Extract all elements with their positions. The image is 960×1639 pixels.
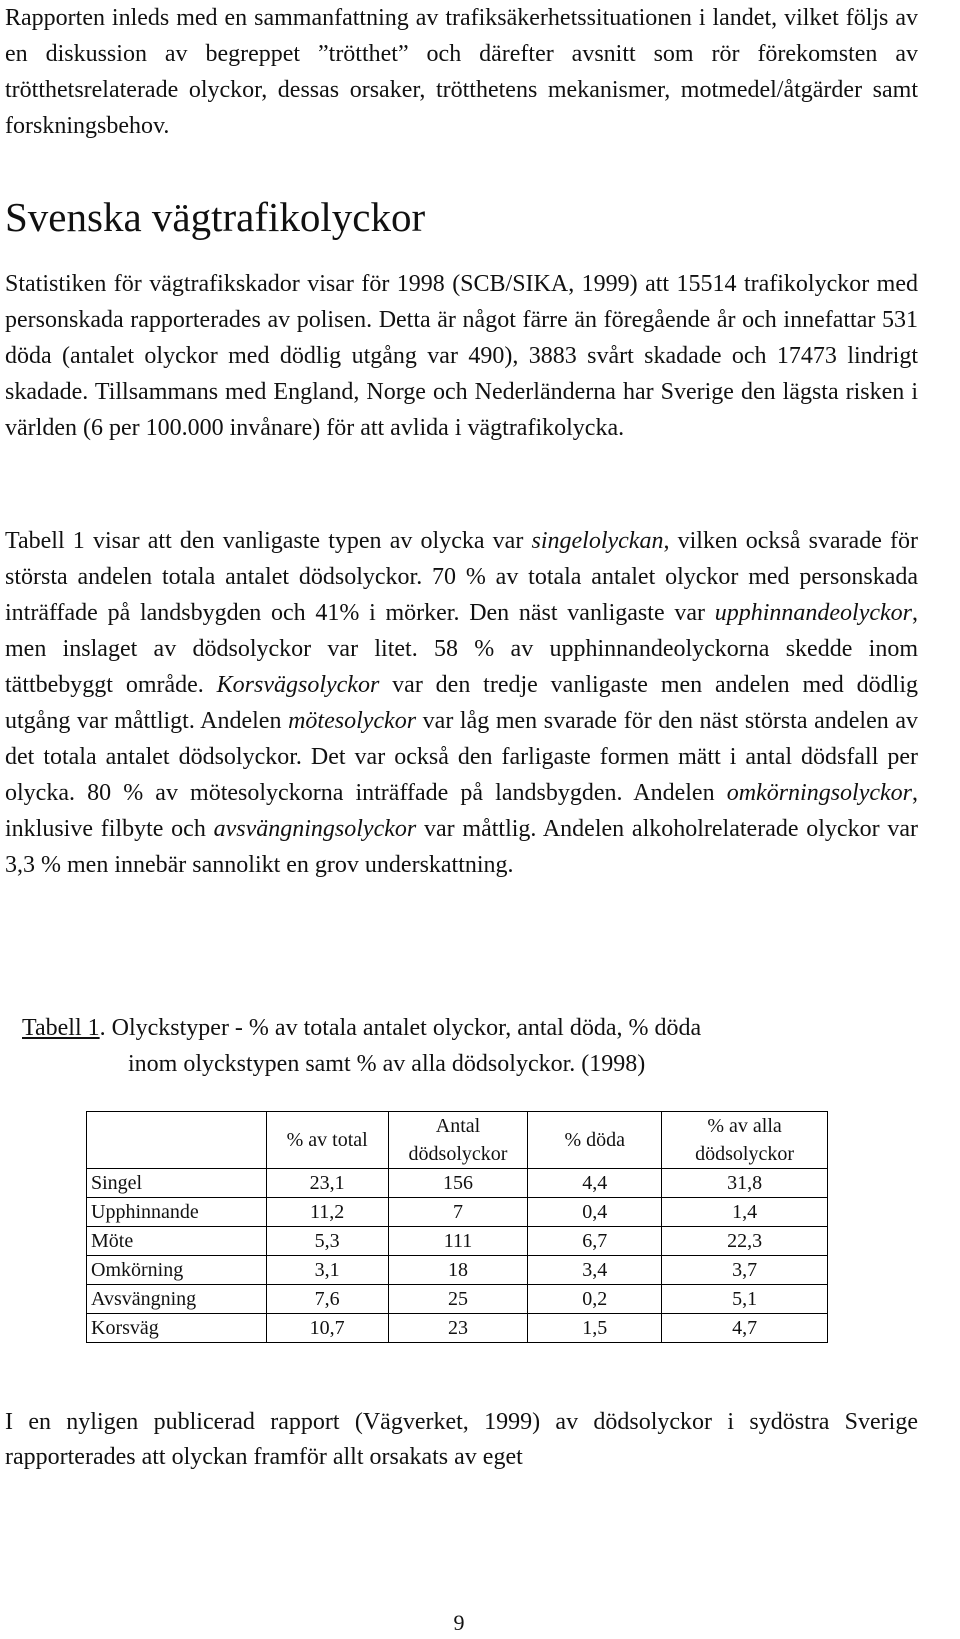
table-cell: 3,4 — [528, 1256, 662, 1285]
emphasis-omkorningsolyckor: omkörningsolyckor — [726, 780, 912, 806]
table-cell: 3,1 — [266, 1256, 388, 1285]
table-cell: 1,4 — [662, 1198, 828, 1227]
table-cell: 5,1 — [662, 1285, 828, 1314]
row-label-cell: Upphinnande — [87, 1198, 267, 1227]
row-label-cell: Möte — [87, 1227, 267, 1256]
table-row — [87, 1285, 828, 1314]
header-cell: % av alla dödsolyckor — [662, 1112, 828, 1169]
table-row — [87, 1169, 828, 1198]
text-run: var måttlig. Andelen alkoholrelaterade olyckor var 3,3 % men innebär sannolikt en grov underskattning. — [5, 816, 918, 878]
header-cell — [87, 1112, 267, 1169]
text-run: , men inslaget av dödsolyckor var litet. 58 % av upphinnandeolyckorna skedde inom tättbebyggt område. — [5, 600, 918, 698]
table-cell: 11,2 — [266, 1198, 388, 1227]
table-header-row — [87, 1112, 828, 1169]
accident-type-table — [86, 1111, 828, 1343]
table-cell: 31,8 — [662, 1169, 828, 1198]
table-cell: 1,5 — [528, 1314, 662, 1343]
table-cell: 23,1 — [266, 1169, 388, 1198]
text-run: , inklusive filbyte och — [5, 780, 918, 842]
text-run: , vilken också svarade för största andelen totala antalet dödsolyckor. 70 % av totala antalet olyckor med personskada inträffade på landsbygden och 41% i mörker. Den näst vanligaste var — [5, 528, 919, 626]
table-cell: 156 — [388, 1169, 528, 1198]
table-cell: 0,2 — [528, 1285, 662, 1314]
table-cell: 0,4 — [528, 1198, 662, 1227]
table-cell: 4,4 — [528, 1169, 662, 1198]
table-cell: 7 — [388, 1198, 528, 1227]
table-caption-label: Tabell 1 — [22, 1015, 100, 1041]
table-caption — [22, 1010, 922, 1082]
table-cell: 10,7 — [266, 1314, 388, 1343]
table-row — [87, 1198, 828, 1227]
text-run: var låg men svarade för den näst största andelen av det totala antalet dödsolyckor. Det var också den farligaste formen mätt i antal dödsfall per olycka. 80 % av mötesolyckorna inträffade på landsbygden. Andelen — [5, 708, 919, 806]
statistics-paragraph: Statistiken för vägtrafikskador visar för 1998 (SCB/SIKA, 1999) att 15514 trafikolyckor med personskada rapporterades av polisen. Detta är något färre än föregående år och innefattar 531 döda (antalet olyckor med dödlig utgång var 490), 3883 svårt skadade och 17473 lindrigt skadade. Tillsammans med England, Norge och Nederländerna har Sverige den lägsta risken i världen (6 per 100.000 invånare) för att avlida i vägtrafikolycka. — [5, 271, 918, 441]
table-cell: 23 — [388, 1314, 528, 1343]
row-label-cell: Avsvängning — [87, 1285, 267, 1314]
table-cell: 3,7 — [662, 1256, 828, 1285]
text-run: var den tredje vanligaste men andelen med dödlig utgång var måttligt. Andelen — [5, 672, 918, 734]
accident-types-paragraph — [5, 523, 918, 883]
table-cell: 25 — [388, 1285, 528, 1314]
emphasis-upphinnandeolyckor: upphinnandeolyckor — [714, 600, 912, 626]
table-row — [87, 1314, 828, 1343]
header-cell: % av total — [266, 1112, 388, 1169]
emphasis-korsvagsolyckor: Korsvägsolyckor — [216, 672, 380, 698]
table-cell: 4,7 — [662, 1314, 828, 1343]
table-cell: 18 — [388, 1256, 528, 1285]
table-caption-line1: . Olyckstyper - % av totala antalet olyckor, antal döda, % döda — [99, 1015, 702, 1041]
intro-paragraph: Rapporten inleds med en sammanfattning av trafiksäkerhetssituationen i landet, vilket följs av en diskussion av begreppet ”trötthet” och därefter avsnitt som rör förekomsten av trötthetsrelaterade olyckor, dessas orsaker, trötthetens mekanismer, motmedel/åtgärder samt forskningsbehov. — [5, 5, 918, 139]
emphasis-singelolyckan: singelolyckan — [531, 528, 664, 554]
table-cell: 22,3 — [662, 1227, 828, 1256]
table-row — [87, 1256, 828, 1285]
row-label-cell: Korsväg — [87, 1314, 267, 1343]
emphasis-motesolyckor: mötesolyckor — [288, 708, 417, 734]
header-cell: Antal dödsolyckor — [388, 1112, 528, 1169]
text-run: Tabell 1 visar att den vanligaste typen av olycka var — [5, 528, 532, 554]
header-cell: % döda — [528, 1112, 662, 1169]
table-cell: 6,7 — [528, 1227, 662, 1256]
table-cell: 7,6 — [266, 1285, 388, 1314]
table-caption-line2: inom olyckstypen samt % av alla dödsolyckor. (1998) — [128, 1051, 646, 1077]
page-number: 9 — [453, 1610, 465, 1635]
table-cell: 5,3 — [266, 1227, 388, 1256]
table-row — [87, 1227, 828, 1256]
row-label-cell: Singel — [87, 1169, 267, 1198]
emphasis-avsvangningsolyckor: avsvängningsolyckor — [213, 816, 417, 842]
table-cell: 111 — [388, 1227, 528, 1256]
section-heading: Svenska vägtrafikolyckor — [5, 194, 426, 240]
closing-paragraph: I en nyligen publicerad rapport (Vägverket, 1999) av dödsolyckor i sydöstra Sverige rapporterades att olyckan framför allt orsakats av eget — [5, 1409, 918, 1470]
row-label-cell: Omkörning — [87, 1256, 267, 1285]
